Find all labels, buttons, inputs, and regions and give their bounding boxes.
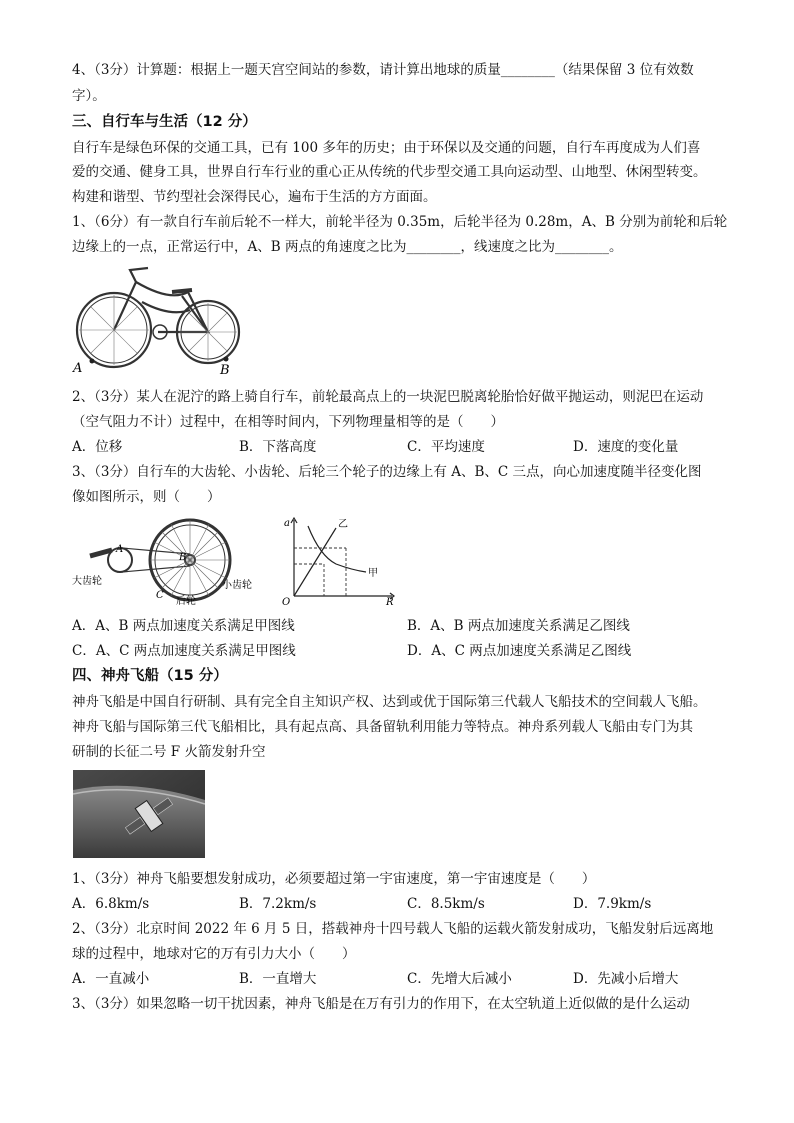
sec3-q2-option-a: A．位移	[72, 439, 123, 455]
sec4-q1-option-c: C．8.5km/s	[407, 896, 485, 912]
curve-yi-label: 乙	[338, 519, 348, 530]
bike-label-a: A	[73, 361, 83, 376]
sec3-q2-option-c: C．平均速度	[407, 439, 485, 455]
sec4-q3: 3、（3分）如果忽略一切干扰因素，神舟飞船是在万有引力的作用下，在太空轨道上近似做的是什么运动	[72, 996, 690, 1012]
sec3-q3-option-a: A．A、B 两点加速度关系满足甲图线	[72, 618, 295, 634]
section-4-title: 四、神舟飞船（15 分）	[72, 668, 228, 684]
bicycle-figure	[70, 262, 250, 377]
sec3-intro-1: 自行车是绿色环保的交通工具，已有 100 多年的历史；由于环保以及交通的问题，自行车再度成为人们喜	[72, 140, 701, 156]
sec3-q2-line2: （空气阻力不计）过程中，在相等时间内，下列物理量相等的是（ ）	[72, 414, 504, 430]
rear-wheel-label: 后轮	[176, 596, 196, 607]
sec3-q1-line1: 1、（6分）有一款自行车前后轮不一样大，前轮半径为 0.35m，后轮半径为 0.28m，A、B 分别为前轮和后轮	[72, 214, 728, 230]
acceleration-radius-graph	[280, 512, 400, 607]
sec3-q3-option-c: C．A、C 两点加速度关系满足甲图线	[72, 643, 296, 659]
sec3-intro-2: 爱的交通、健身工具，世界自行车行业的重心正从传统的代步型交通工具向运动型、山地型、休闲型转变。	[72, 164, 707, 180]
bike-label-b: B	[220, 363, 230, 377]
sec4-q1-option-a: A．6.8km/s	[72, 896, 150, 912]
graph-axis-r: R	[386, 597, 394, 607]
curve-jia-label: 甲	[368, 568, 378, 579]
q4-line1: 4、（3分）计算题：根据上一题天宫空间站的参数，请计算出地球的质量________（结果保留 3 位有效数	[72, 62, 694, 78]
gear-wheel-figure	[72, 512, 262, 607]
graph-axis-a: a	[284, 518, 290, 529]
sec3-q3-line2: 像如图所示，则（ ）	[72, 489, 221, 505]
sec3-q1-line2: 边缘上的一点，正常运行中，A、B 两点的角速度之比为________，线速度之比为________。	[72, 239, 623, 255]
small-gear-label: 小齿轮	[222, 580, 252, 591]
sec4-q1-option-d: D．7.9km/s	[573, 896, 652, 912]
sec3-q3-line1: 3、（3分）自行车的大齿轮、小齿轮、后轮三个轮子的边缘上有 A、B、C 三点，向心加速度随半径变化图	[72, 464, 702, 480]
sec4-q2-line1: 2、（3分）北京时间 2022 年 6 月 5 日，搭载神舟十四号载人飞船的运载火箭发射成功，飞船发射后远离地	[72, 921, 714, 937]
sec4-q2-option-a: A．一直减小	[72, 971, 150, 987]
sec4-q2-option-d: D．先减小后增大	[573, 971, 679, 987]
graph-origin: O	[282, 597, 291, 607]
section-3-title: 三、自行车与生活（12 分）	[72, 114, 257, 130]
sec3-q3-option-d: D．A、C 两点加速度关系满足乙图线	[407, 643, 632, 659]
big-gear-label: 大齿轮	[72, 576, 102, 587]
sec4-intro-1: 神舟飞船是中国自行研制、具有完全自主知识产权、达到或优于国际第三代载人飞船技术的空间载人飞船。	[72, 694, 707, 710]
spacecraft-photo	[73, 770, 205, 858]
sec4-q1-option-b: B．7.2km/s	[239, 896, 317, 912]
gear-point-a: A	[116, 544, 124, 555]
sec3-q3-option-b: B．A、B 两点加速度关系满足乙图线	[407, 618, 630, 634]
sec4-q2-line2: 球的过程中，地球对它的万有引力大小（ ）	[72, 946, 356, 962]
sec3-intro-3: 构建和谐型、节约型社会深得民心，遍布于生活的方方面面。	[72, 189, 437, 205]
gear-point-b: B	[179, 552, 187, 563]
sec3-q2-option-d: D．速度的变化量	[573, 439, 679, 455]
sec4-intro-3: 研制的长征二号 F 火箭发射升空	[72, 744, 266, 760]
sec4-q2-option-b: B．一直增大	[239, 971, 317, 987]
sec4-q1: 1、（3分）神舟飞船要想发射成功，必须要超过第一宇宙速度，第一宇宙速度是（ ）	[72, 871, 596, 887]
sec4-intro-2: 神舟飞船与国际第三代飞船相比，具有起点高、具备留轨利用能力等特点。神舟系列载人飞船由专门为其	[72, 719, 693, 735]
sec3-q2-option-b: B．下落高度	[239, 439, 317, 455]
sec4-q2-option-c: C．先增大后减小	[407, 971, 512, 987]
q4-line2: 字）。	[72, 88, 106, 104]
sec3-q2-line1: 2、（3分）某人在泥泞的路上骑自行车，前轮最高点上的一块泥巴脱离轮胎恰好做平抛运动，则泥巴在运动	[72, 389, 704, 405]
gear-point-c: C	[156, 590, 164, 601]
